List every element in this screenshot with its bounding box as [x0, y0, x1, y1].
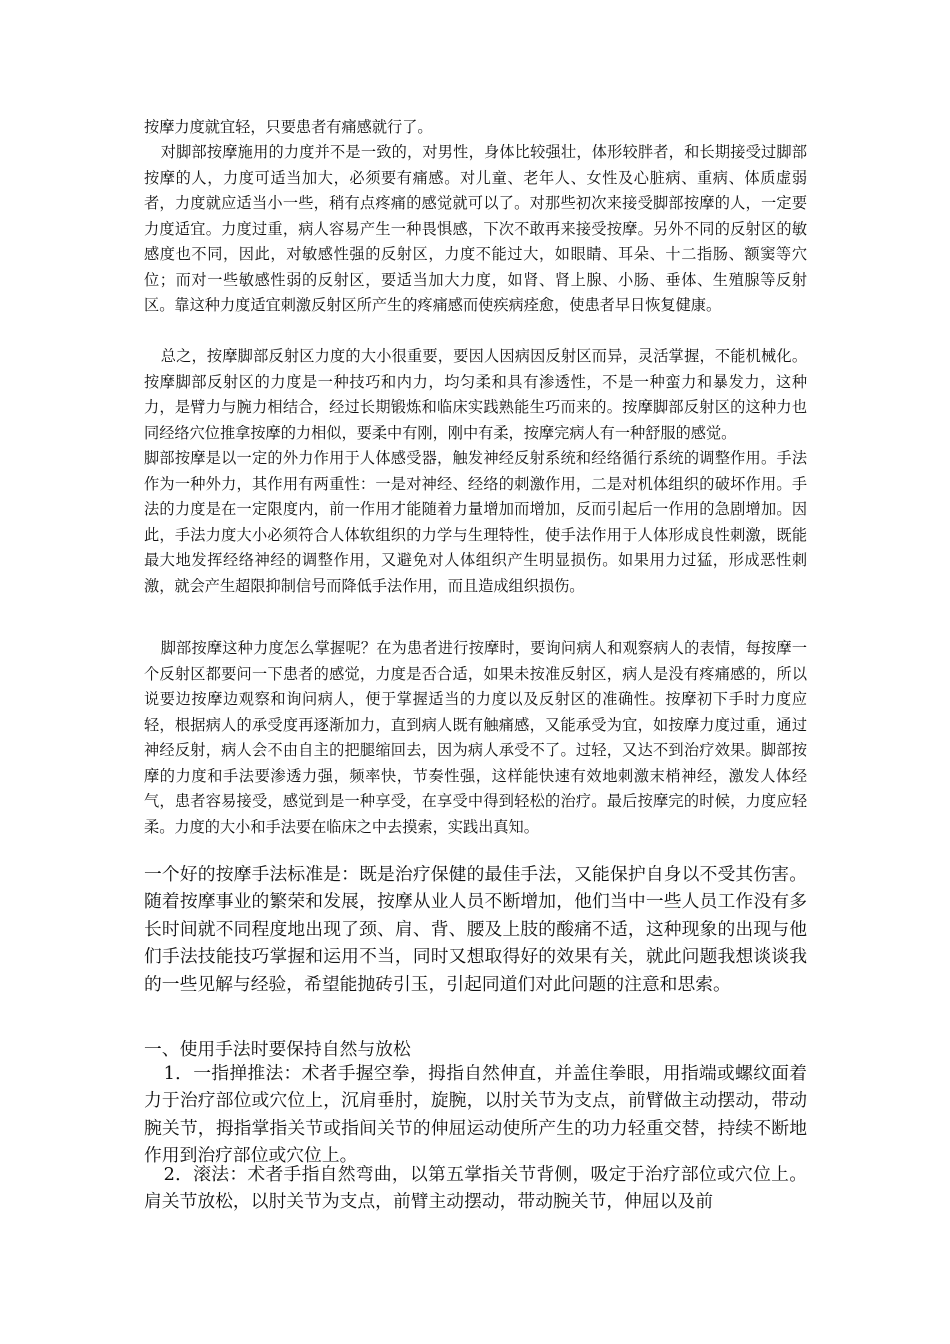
list-item-gunfa: 2．滚法：术者手指自然弯曲，以第五掌指关节背侧，吸定于治疗部位或穴位上。肩关节放松，以肘关节为支点，前臂主动摆动，带动腕关节，伸屈以及前: [144, 1164, 807, 1213]
section-heading: 一、使用手法时要保持自然与放松: [144, 1039, 411, 1060]
paragraph-force-variation: 对脚部按摩施用的力度并不是一致的，对男性，身体比较强壮，体形较胖者，和长期接受过脚部按摩的人，力度可适当加大，必须要有痛感。对儿童、老年人、女性及心脏病、重病、体质虚弱者，力度就应适当小一些，稍有点疼痛的感觉就可以了。对那些初次来接受脚部按摩的人，一定要力度适宜。力度过重，病人容易产生一种畏惧感，下次不敢再来接受按摩。另外不同的反射区的敏感度也不同，因此，对敏感性强的反射区，力度不能过大，如眼睛、耳朵、十二指肠、额窦等穴位；而对一些敏感性弱的反射区，要适当加大力度，如肾、肾上腺、小肠、垂体、生殖腺等反射区。靠这种力度适宜刺激反射区所产生的疼痛感而使疾病痊愈，使患者早日恢复健康。: [144, 143, 807, 314]
paragraph-mechanism: 脚部按摩是以一定的外力作用于人体感受器，触发神经反射系统和经络循行系统的调整作用。手法作为一种外力，其作用有两重性：一是对神经、经络的刺激作用，二是对机体组织的破坏作用。手法的力度是在一定限度内，前一作用才能随着力量增加而增加，反而引起后一作用的急剧增加。因此，手法力度大小必须符合人体软组织的力学与生理特性，使手法作用于人体形成良性刺激，既能最大地发挥经络神经的调整作用，又避免对人体组织产生明显损伤。如果用力过猛，形成恶性刺激，就会产生超限抑制信号而降低手法作用，而且造成组织损伤。: [144, 449, 807, 595]
paragraph-summary: 总之，按摩脚部反射区力度的大小很重要，要因人因病因反射区而异，灵活掌握，不能机械化。按摩脚部反射区的力度是一种技巧和内力，均匀柔和具有渗透性，不是一种蛮力和暴发力，这种力，是臂力与腕力相结合，经过长期锻炼和临床实践熟能生巧而来的。按摩脚部反射区的这种力也同经络穴位推拿按摩的力相似，要柔中有刚，刚中有柔，按摩完病人有一种舒服的感觉。: [144, 347, 807, 442]
list-item-yizhichan: 1．一指掸推法：术者手握空拳，拇指自然伸直，并盖住拳眼，用指端或螺纹面着力于治疗部位或穴位上，沉肩垂肘，旋腕，以肘关节为支点，前臂做主动摆动，带动腕关节，拇指掌指关节或指间关节的伸屈运动使所产生的功力轻重交替，持续不断地作用到治疗部位或穴位上。: [144, 1063, 807, 1167]
paragraph-how-to-control: 脚部按摩这种力度怎么掌握呢？在为患者进行按摩时，要询问病人和观察病人的表情，每按摩一个反射区都要问一下患者的感觉，力度是否合适，如果未按准反射区，病人是没有疼痛感的，所以说要边按摩边观察和询问病人，便于掌握适当的力度以及反射区的准确性。按摩初下手时力度应轻，根据病人的承受度再逐渐加力，直到病人既有触痛感，又能承受为宜，如按摩力度过重，通过神经反射，病人会不由自主的把腿缩回去，因为病人承受不了。过轻，又达不到治疗效果。脚部按摩的力度和手法要渗透力强，频率快，节奏性强，这样能快速有效地刺激末梢神经，激发人体经气，患者容易接受，感觉到是一种享受，在享受中得到轻松的治疗。最后按摩完的时候，力度应轻柔。力度的大小和手法要在临床之中去摸索，实践出真知。: [144, 639, 807, 836]
paragraph-good-technique: 一个好的按摩手法标准是：既是治疗保健的最佳手法，又能保护自身以不受其伤害。随着按摩事业的繁荣和发展，按摩从业人员不断增加，他们当中一些人员工作没有多长时间就不同程度地出现了颈、肩、背、腰及上肢的酸痛不适，这种现象的出现与他们手法技能技巧掌握和运用不当，同时又想取得好的效果有关，就此问题我想谈谈我的一些见解与经验，希望能抛砖引玉，引起同道们对此问题的注意和思索。: [144, 864, 807, 995]
paragraph-continued: 按摩力度就宜轻，只要患者有痛感就行了。: [144, 118, 433, 136]
